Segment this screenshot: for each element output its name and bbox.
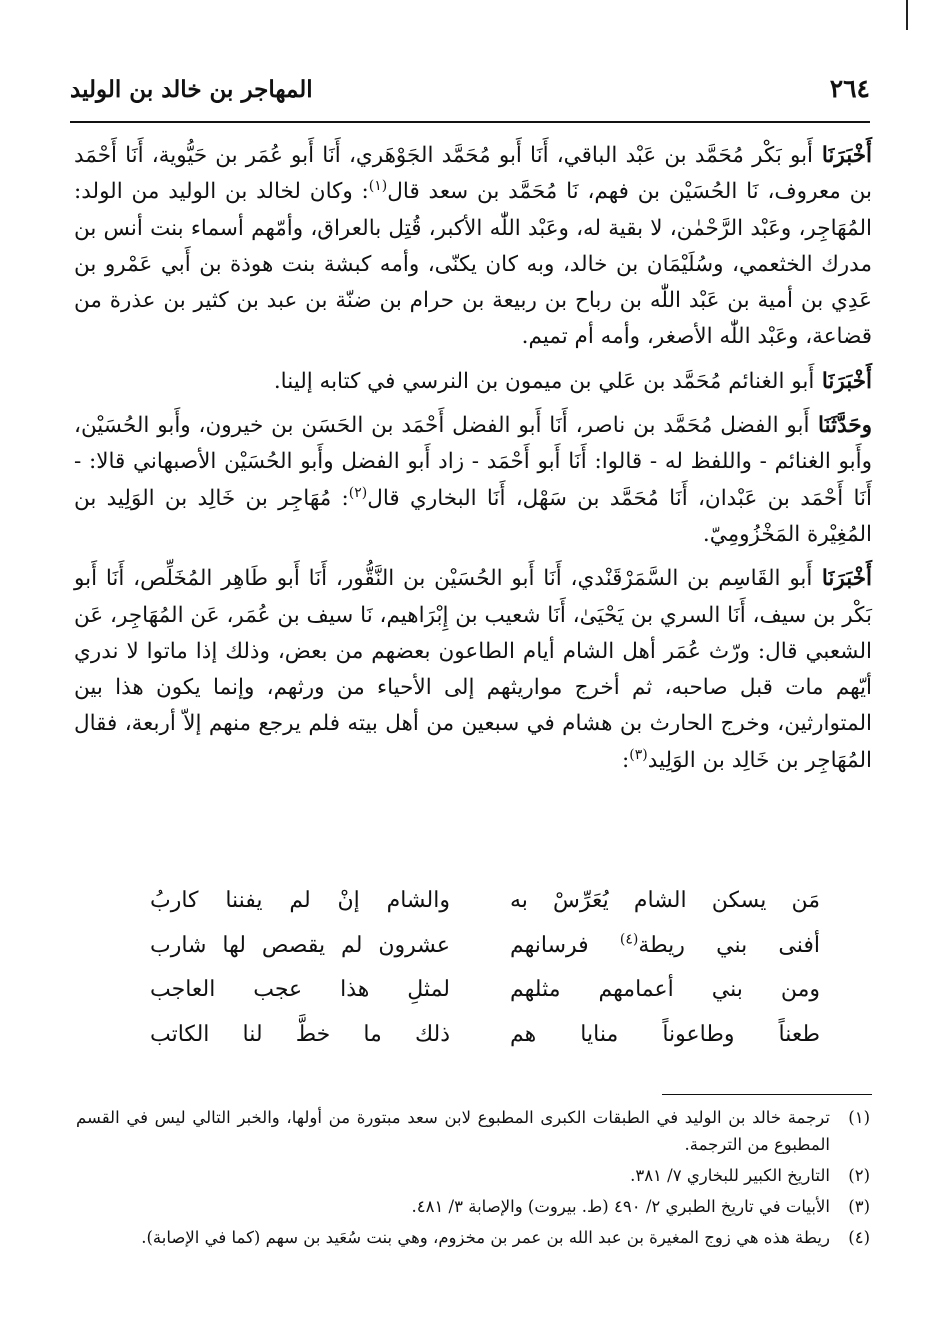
footnote-text: التاريخ الكبير للبخاري ٧/ ٣٨١. — [630, 1166, 830, 1185]
paragraph-text: أَبو الغنائم مُحَمَّد بن عَلي بن ميمون بن النرسي في كتابه إلينا. — [273, 368, 815, 394]
paragraph-4 — [74, 561, 872, 779]
footnote-ref-4[interactable]: (٤) — [619, 931, 639, 948]
paragraph-3 — [74, 408, 872, 553]
verse-second-hemistich: ذلك ما خطَّ لنا الكاتب — [150, 1021, 450, 1047]
paragraph-tail: : مُهَاجِر بن خَالِد بن الوَلِيد بن المُغِيْرة المَخْزُومِيّ. — [74, 485, 872, 547]
footnote-number: (٤) — [848, 1228, 870, 1247]
paragraph-tail: : وكان لخالد بن الوليد من الولد: المُهَاجِر، وعَبْد الرَّحْمٰن، لا بقية له، وعَبْد اللّٰه الأكبر، قُتِل بالعراق، وأمّهم أسماء بنت أنس بن مدرك الخثعمي، وسُلَيْمَان بن خالد، وبه كان يكنّى، وأمه كبشة بنت هوذة بن أَبي عَمْرو بن عَدِي بن أمية بن عَبْد اللّٰه بن رباح بن ربيعة بن حرام بن ضنّة بن عبد بن كثير بن عذرة من قضاعة، وعَبْد اللّٰه الأصغر، وأمه أم تميم. — [74, 179, 872, 350]
verse-second-hemistich: لمثلِ هذا عجب العاجب — [150, 977, 450, 1002]
verse-3 — [150, 977, 820, 1022]
footnote-ref-2[interactable]: (٢) — [348, 484, 368, 501]
page-edge-mark — [906, 0, 908, 30]
footnote-text: ترجمة خالد بن الوليد في الطبقات الكبرى المطبوع لابن سعد مبتورة من أولها، والخبر التالي ليس في القسم المطبوع من الترجمة. — [76, 1108, 830, 1154]
footnote-number: (١) — [848, 1108, 870, 1127]
verse-first-hemistich: ومن بني أعمامهم مثلهم — [510, 977, 820, 1002]
paragraph-lead-word: أَخْبَرَنَا — [821, 368, 872, 394]
paragraph-lead-word: أَخْبَرَنَا — [821, 566, 872, 592]
footnote-number: (٢) — [848, 1166, 870, 1185]
footnote-text: ريطة هذه هي زوج المغيرة بن عبد الله بن عمر بن مخزوم، وهي بنت سُعَيد بن سهم (كما في الإصابة). — [141, 1228, 830, 1247]
verse-first-part: أفنى بني ريطة — [638, 932, 820, 958]
footnote-number: (٣) — [848, 1197, 870, 1216]
paragraph-lead-word: أَخْبَرَنَا — [821, 143, 872, 168]
footnote-rule — [662, 1094, 872, 1095]
footnote-2 — [76, 1162, 870, 1189]
footnote-3 — [76, 1193, 870, 1220]
page-header — [70, 70, 870, 114]
paragraph-2 — [74, 364, 872, 400]
paragraph-tail: : — [622, 747, 630, 773]
verse-second-hemistich: والشام إنْ لم يفننا كاربُ — [150, 888, 450, 913]
footnotes — [76, 1104, 870, 1255]
paragraph-text: أَبو القَاسِم بن السَّمَرْقَنْدي، أَنَا أَبو الحُسَيْن بن النَّقُّور، أَنَا أَبو طَاهِر المُخَلِّص، أَنَا أَبو بَكْر بن سيف، أَنَا السري بن يَحْيَىٰ، أَنَا شعيب بن إِبْرَاهيم، نَا سيف بن عُمَر، عَن المُهَاجِر، عَن الشعبي قال: ورّث عُمَر أهل الشام أيام الطاعون بعضهم من بعض، وذلك إذا ماتوا لا ندري أيّهم مات قبل صاحبه، ثم أخرج مواريثهم إلى الأحياء من ورثهم، وإنما يكون هذا بين المتوارثين، وخرج الحارث بن هشام في سبعين من أهل بيته فلم يرجع منهم إلاّ أربعة، فقال المُهَاجِر بن خَالِد بن الوَلِيد — [74, 566, 872, 773]
footnote-ref-1[interactable]: (١) — [368, 178, 388, 195]
verse-first-hemistich — [510, 933, 820, 958]
verse-first-hemistich: مَن يسكن الشام يُعَرِّسْ به — [510, 888, 820, 913]
poem — [150, 888, 820, 1066]
verse-1 — [150, 888, 820, 933]
main-text — [74, 138, 872, 787]
footnote-text: الأبيات في تاريخ الطبري ٢/ ٤٩٠ (ط. بيروت) والإصابة ٣/ ٤٨١. — [411, 1197, 830, 1216]
verse-second-hemistich: عشرون لم يقصص لها شارب — [150, 932, 450, 958]
paragraph-lead-word: وحَدَّثَنَا — [818, 413, 872, 439]
footnote-4 — [76, 1224, 870, 1251]
page-number: ٢٦٤ — [829, 74, 870, 103]
footnote-ref-3[interactable]: (٣) — [629, 746, 648, 763]
verse-first-hemistich: طعناً وطاعوناً منايا هم — [510, 1021, 820, 1047]
verse-2 — [150, 933, 820, 978]
running-title: المهاجر بن خالد بن الوليد — [70, 76, 313, 103]
header-rule — [70, 121, 870, 123]
paragraph-1 — [74, 138, 872, 356]
paragraph-text: أَبو الفضل مُحَمَّد بن ناصر، أَنَا أَبو الفضل أَحْمَد بن الحَسَن بن خيرون، وأَبو الحُسَيْن، وأَبو الغنائم - واللفظ له - قالوا: أَنَا أَبو أَحْمَد - زاد أَبو الفضل وأَبو الحُسَيْن الأصبهاني قالا: - أَنَا أَحْمَد بن عَبْدان، أَنَا مُحَمَّد بن سَهْل، أَنَا البخاري قال — [74, 413, 872, 511]
verse-4 — [150, 1022, 820, 1067]
footnote-1 — [76, 1104, 870, 1158]
verse-first-tail: فرسانهم — [510, 932, 620, 958]
paragraph-text: أَبو بَكْر مُحَمَّد بن عَبْد الباقي، أَنَا أَبو مُحَمَّد الجَوْهَري، أَنَا أَبو عُمَر بن حَيُّوية، أَنَا أَحْمَد بن معروف، نَا الحُسَيْن بن فهم، نَا مُحَمَّد بن سعد قال — [74, 143, 872, 205]
